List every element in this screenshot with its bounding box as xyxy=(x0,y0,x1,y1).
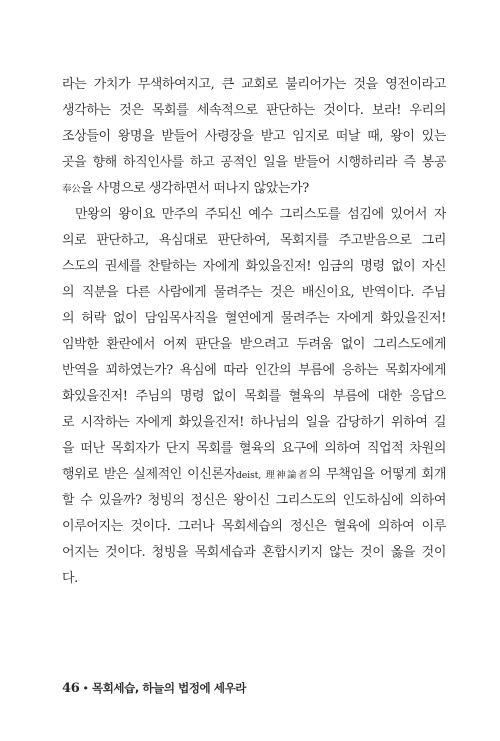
text-segment: 어지는 것이다. 청빙을 목회세습과 혼합시키지 않는 것이 옳을 것이 xyxy=(62,545,446,560)
text-segment: 할 수 있을까? 청빙의 정신은 왕이신 그리스도의 인도하심에 의하여 xyxy=(62,493,446,508)
text-line xyxy=(62,514,446,540)
text-segment: 을 사명으로 생각하면서 떠나지 않았는가? xyxy=(80,181,309,196)
text-segment: 조상들이 왕명을 받들어 사령장을 받고 임지로 떠날 때, 왕이 있는 xyxy=(62,129,446,144)
gloss-text: 奉公 xyxy=(62,184,81,195)
text-line xyxy=(62,358,446,384)
text-segment: 곳을 향해 하직인사를 하고 공적인 일을 받들어 시행하리라 즉 봉공 xyxy=(62,155,446,170)
gloss-text: deist, 理神論者 xyxy=(235,470,309,481)
text-segment: 의 무책임을 어떻게 회개 xyxy=(308,467,446,482)
text-segment: 화있을진저! 주님의 명령 없이 목회를 혈육의 부름에 대한 응답으 xyxy=(62,389,446,404)
paragraph xyxy=(62,72,446,202)
text-line xyxy=(62,332,446,358)
text-segment: 다. xyxy=(62,571,78,586)
text-segment: 스도의 권세를 찬탈하는 자에게 화있을진저! 임금의 명령 없이 자신 xyxy=(62,259,446,274)
text-line xyxy=(62,410,446,436)
text-segment: 행위로 받은 실제적인 이신론자 xyxy=(62,467,236,482)
text-segment: 로 시작하는 자에게 화있을진저! 하나님의 일을 감당하기 위하여 길 xyxy=(62,415,446,430)
text-segment: 의로 판단하고, 욕심대로 판단하여, 목회지를 주고받음으로 그리 xyxy=(62,233,446,248)
text-line xyxy=(62,72,446,98)
body-text xyxy=(62,72,446,592)
page-number: 46 xyxy=(62,681,80,696)
text-line xyxy=(62,124,446,150)
footer-bullet: • xyxy=(82,682,89,695)
text-segment: 의 허락 없이 담임목사직을 혈연에게 물려주는 자에게 화있을진저! xyxy=(62,311,446,326)
text-segment: 이루어지는 것이다. 그러나 목회세습의 정신은 혈육에 의하여 이루 xyxy=(62,519,446,534)
text-line xyxy=(62,150,446,176)
text-line xyxy=(62,566,446,592)
text-line xyxy=(62,176,446,202)
text-line xyxy=(62,98,446,124)
paragraph xyxy=(62,202,446,592)
text-segment: 라는 가치가 무색하여지고, 큰 교회로 불리어가는 것을 영전이라고 xyxy=(62,77,446,92)
text-line xyxy=(62,228,446,254)
text-line xyxy=(62,202,446,228)
book-title: 목회세습, 하늘의 법정에 세우라 xyxy=(92,681,246,695)
text-segment: 생각하는 것은 목회를 세속적으로 판단하는 것이다. 보라! 우리의 xyxy=(62,103,446,118)
text-line xyxy=(62,280,446,306)
text-segment: 임박한 환란에서 어찌 판단을 받으려고 두려움 없이 그리스도에게 xyxy=(62,337,446,352)
running-footer xyxy=(62,678,246,698)
text-line xyxy=(62,384,446,410)
text-line xyxy=(62,306,446,332)
text-segment: 을 떠난 목회자가 단지 목회를 혈육의 요구에 의하여 직업적 차원의 xyxy=(62,441,446,456)
text-line xyxy=(62,436,446,462)
text-line xyxy=(62,462,446,488)
text-segment: 의 직분을 다른 사람에게 물려주는 것은 배신이요, 반역이다. 주님 xyxy=(62,285,446,300)
text-line xyxy=(62,254,446,280)
text-line xyxy=(62,540,446,566)
text-segment: 반역을 꾀하였는가? 욕심에 따라 인간의 부름에 응하는 목회자에게 xyxy=(62,363,446,378)
text-segment: 만왕의 왕이요 만주의 주되신 예수 그리스도를 섬김에 있어서 자 xyxy=(75,207,446,222)
text-line xyxy=(62,488,446,514)
